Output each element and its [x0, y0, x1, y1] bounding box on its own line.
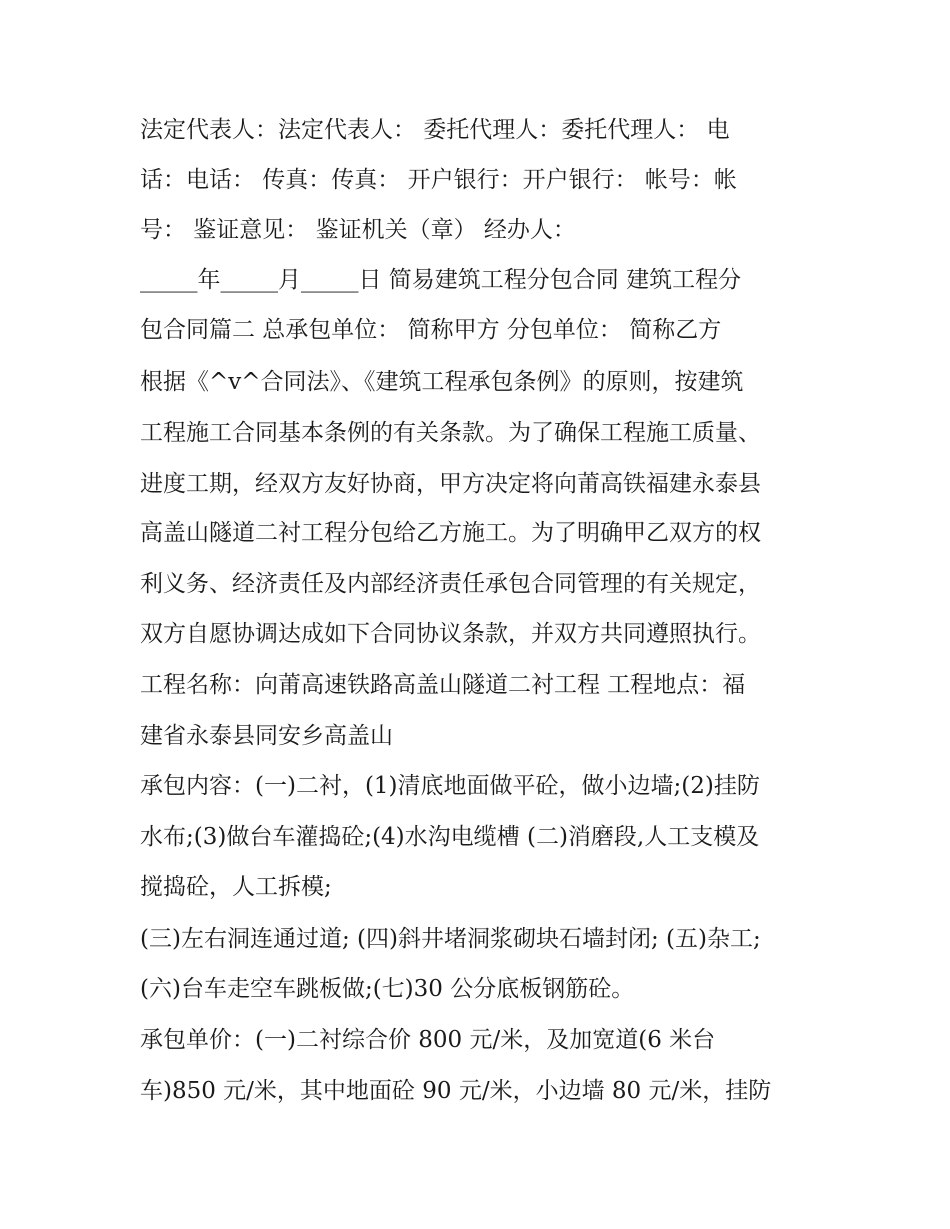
text-line: 承包单价：(一)二衬综合价 800 元/米，及加宽道(6 米台	[140, 1027, 716, 1053]
text-line: 根据《^v^合同法》、《建筑工程承包条例》的原则，按建筑	[140, 369, 744, 395]
text-line: 双方自愿协调达成如下合同协议条款，并双方共同遵照执行。	[140, 621, 761, 647]
text-line: 包合同篇二 总承包单位： 简称甲方 分包单位： 简称乙方	[140, 317, 722, 343]
text-line: _____年_____月_____日 简易建筑工程分包合同 建筑工程分	[140, 267, 742, 293]
text-line: 水布;(3)做台车灌捣砼;(4)水沟电缆槽 (二)消磨段,人工支模及	[140, 824, 760, 850]
text-line: 搅捣砼，人工拆模;	[140, 874, 332, 900]
text-line: 承包内容：(一)二衬，(1)清底地面做平砼，做小边墙;(2)挂防	[140, 773, 760, 799]
text-line: 建省永泰县同安乡高盖山	[140, 723, 393, 749]
text-line: 法定代表人：法定代表人： 委托代理人：委托代理人： 电	[140, 117, 730, 143]
text-line: 号： 鉴证意见： 鉴证机关（章） 经办人：	[140, 217, 576, 243]
text-line: 话：电话： 传真：传真： 开户银行：开户银行： 帐号：帐	[140, 167, 737, 193]
text-line: 工程施工合同基本条例的有关条款。为了确保工程施工质量、	[140, 420, 761, 446]
text-line: 高盖山隧道二衬工程分包给乙方施工。为了明确甲乙双方的权	[140, 520, 761, 546]
text-line: 车)850 元/米，其中地面砼 90 元/米，小边墙 80 元/米，挂防	[140, 1078, 772, 1104]
text-line: (六)台车走空车跳板做;(七)30 公分底板钢筋砼。	[140, 976, 635, 1002]
text-line: 工程名称：向莆高速铁路高盖山隧道二衬工程 工程地点：福	[140, 672, 746, 698]
text-line: (三)左右洞连通过道; (四)斜井堵洞浆砌块石墙封闭; (五)杂工;	[140, 926, 761, 952]
text-line: 利义务、经济责任及内部经济责任承包合同管理的有关规定，	[140, 571, 761, 597]
text-line: 进度工期，经双方友好协商，甲方决定将向莆高铁福建永泰县	[140, 471, 761, 497]
